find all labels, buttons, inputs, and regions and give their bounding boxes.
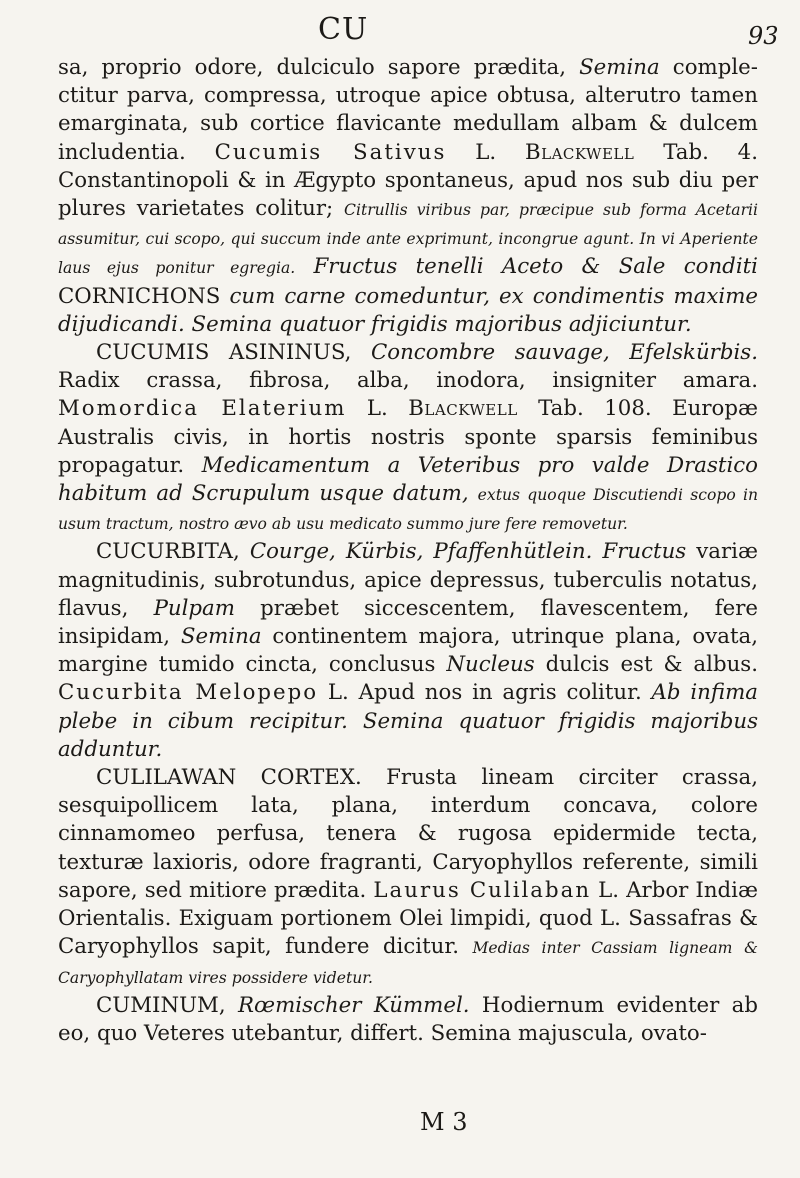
text-run: Radix crassa, fibrosa, alba, inodora, insigniter amara.	[58, 368, 758, 394]
text-run: Semina	[579, 55, 660, 80]
paragraph	[58, 538, 758, 764]
page-header	[0, 12, 800, 58]
text-run: comple-ctitur parva, compressa, utroque apice obtusa, alterutro tamen emarginata, sub cortice flavicante medullam albam & dulcem includentia.	[58, 55, 758, 165]
text-run: Laurus Culilaban	[373, 877, 592, 903]
text-run: Concombre sauvage, Efelskürbis.	[370, 340, 759, 366]
text-run	[295, 254, 313, 279]
text-run: extus quoque Discutiendi scopo in usum tractum, nostro ævo ab usu medicato summo jure fere removetur.	[58, 486, 758, 534]
text-run: CUCURBITA,	[96, 539, 250, 565]
text-run: Tab. 108. Europæ Australis civis, in hortis nostris sponte sparsis feminibus propagatur.	[58, 396, 758, 478]
text-run: continentem majora, utrinque plana, ovata, margine tumido cincta, conclusus	[58, 624, 759, 678]
text-run: Rœmischer Kümmel.	[238, 992, 470, 1018]
text-run: Nucleus	[446, 652, 535, 678]
text-run: L. Apud nos in agris colitur.	[318, 680, 652, 706]
text-run: variæ magnitudinis, subrotundus, apice depressus, tuberculis notatus, flavus,	[58, 539, 759, 621]
text-run: dulcis est & albus.	[534, 652, 758, 678]
body-text	[58, 54, 758, 1048]
paragraph	[58, 992, 758, 1048]
text-run	[469, 481, 478, 506]
text-run: Medias inter Cassiam ligneam & Caryophyllatam vires possidere videtur.	[58, 939, 758, 987]
text-run: Hodiernum evidenter ab eo, quo Veteres utebantur, differt. Semina majuscula, ovato-	[58, 992, 758, 1046]
text-run: Ab infima plebe in cibum recipitur. Semina quatuor frigidis majoribus adduntur.	[58, 680, 758, 762]
text-run: Tab. 4. Constantinopoli & in Ægypto spontaneus, apud nos sub diu per plures varietates colitur;	[58, 139, 758, 222]
text-run: Momordica Elaterium	[58, 396, 347, 422]
text-run: Cucurbita Melopepo	[58, 680, 319, 706]
text-run: CUMINUM,	[96, 992, 238, 1018]
text-run: cum carne comeduntur, ex condimentis maxime dijudicandi. Semina quatuor frigidis majoribus adjiciuntur.	[58, 283, 758, 337]
text-run: L.	[446, 139, 525, 165]
text-run: Pulpam	[153, 595, 235, 621]
text-run: Cucumis Sativus	[214, 139, 447, 165]
text-run: CULILAWAN CORTEX. Frusta lineam circiter crassa, sesquipollicem lata, plana, interdum concava, colore cinnamomeo perfusa, tenera & rugosa epidermide tecta, texturæ laxioris, odore fragranti, Caryophyllos referente, simili sapore, sed mitiore prædita.	[58, 765, 758, 903]
text-run: Semina	[180, 624, 262, 650]
text-run: præbet siccescentem, flavescentem, fere insipidam,	[58, 595, 758, 650]
text-run: L.	[346, 396, 409, 422]
paragraph	[58, 764, 758, 992]
text-run: CUCUMIS ASININUS,	[96, 340, 371, 366]
page-number: 93	[748, 22, 779, 50]
running-head: CU	[318, 12, 369, 47]
text-run: L. Arbor Indiæ Orientalis. Exiguam portionem Olei limpidi, quod L. Sassafras & Caryophyllos sapit, fundere dicitur.	[58, 877, 758, 960]
text-run: Courge, Kürbis, Pfaffenhütlein. Fructus	[249, 539, 687, 565]
text-run: sa, proprio odore, dulciculo sapore prædita,	[58, 55, 580, 80]
text-run: Medicamentum a Veteribus pro valde Drastico habitum ad Scrupulum usque datum,	[58, 452, 758, 507]
text-run: Blackwell	[408, 396, 518, 422]
paragraph	[58, 54, 758, 339]
text-run: Citrullis viribus par, præcipue sub forma Acetarii assumitur, cui scopo, qui succum inde ante exprimunt, incongrue agunt. In vi Aperiente laus ejus ponitur egregia.	[58, 201, 759, 278]
text-run: Blackwell	[524, 139, 635, 165]
paragraph	[58, 339, 758, 538]
text-run: Fructus tenelli Aceto & Sale conditi	[313, 254, 758, 280]
signature-mark: M 3	[420, 1108, 468, 1136]
text-run: CORNICHONS	[58, 283, 230, 309]
